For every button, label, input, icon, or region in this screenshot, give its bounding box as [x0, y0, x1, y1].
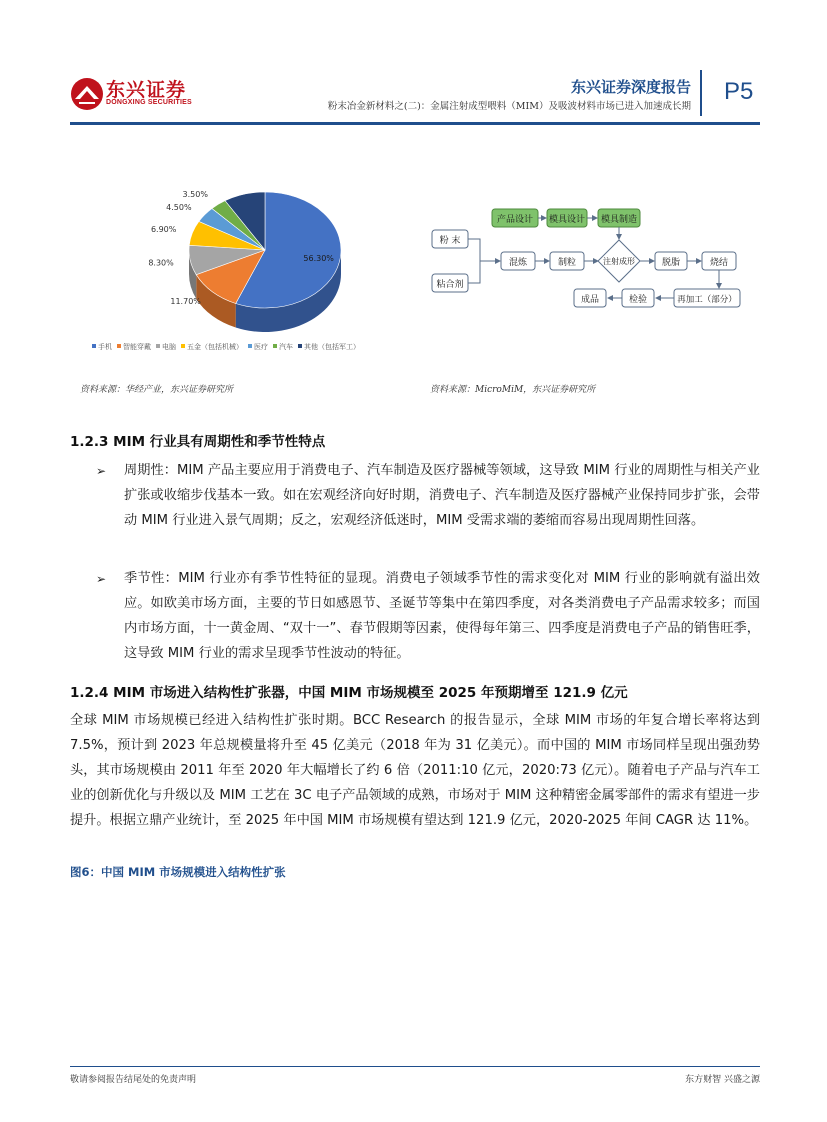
legend-swatch — [248, 344, 252, 348]
flow-label-product-design: 产品设计 — [496, 215, 534, 225]
legend-label: 汽车 — [279, 343, 293, 351]
bullet-arrow-icon: ➢ — [96, 464, 107, 478]
page-header — [0, 0, 827, 130]
logo-emblem-icon — [70, 77, 104, 111]
legend-label: 医疗 — [254, 343, 268, 351]
logo-name-cn: 东兴证券 — [106, 79, 187, 101]
flow-svg — [430, 206, 750, 316]
pie-data-label: 8.30% — [148, 258, 174, 268]
figure-caption: 图6：中国 MIM 市场规模进入结构性扩张 — [70, 865, 286, 879]
legend-label: 手机 — [98, 343, 112, 351]
flow-label-binder: 粘合剂 — [436, 280, 464, 290]
pie-chart-figure — [80, 168, 400, 368]
legend-swatch — [117, 344, 121, 348]
flow-label-mold-design: 模具设计 — [548, 215, 586, 225]
flow-label-mixing: 混炼 — [508, 258, 528, 268]
bullet-arrow-icon: ➢ — [96, 572, 107, 586]
legend-swatch — [181, 344, 185, 348]
flow-label-post-processing: 再加工（部分） — [677, 295, 737, 305]
logo-name-en: DONGXING SECURITIES — [106, 99, 192, 106]
pie-data-label: 11.70% — [170, 297, 201, 307]
bullet-seasonality: 季节性：MIM 行业亦有季节性特征的显现。消费电子领域季节性的需求变化对 MIM 行业的影响就有溢出效应。如欧美市场方面，主要的节日如感恩节、圣诞节等集中在第四季度，对各类消费电子产品需求较多；而国内市场方面，十一黄金周、“双十一”、春节假期等因素，使得每年第三、四季度是消费电子产品的销售旺季，这导致 MIM 行业的需求呈现季节性波动的特征。 — [124, 571, 760, 661]
footer-disclaimer: 敬请参阅报告结尾处的免责声明 — [70, 1075, 197, 1085]
legend-swatch — [273, 344, 277, 348]
source-left: 资料来源：华经产业，东兴证券研究所 — [80, 385, 234, 395]
source-right: 资料来源：MicroMiM，东兴证券研究所 — [430, 385, 596, 395]
flow-label-sintering: 烧结 — [709, 258, 729, 268]
report-title: 东兴证券深度报告 — [570, 78, 691, 96]
report-subtitle: 粉末冶金新材料之(二)：金属注射成型喂料（MIM）及吸波材料市场已进入加速成长期 — [327, 101, 691, 112]
process-flow-diagram — [430, 206, 750, 316]
company-logo — [70, 75, 210, 115]
pie-chart — [80, 168, 400, 368]
legend-swatch — [92, 344, 96, 348]
section-heading-124: 1.2.4 MIM 市场进入结构性扩张器，中国 MIM 市场规模至 2025 年预期增至 121.9 亿元 — [70, 685, 628, 701]
legend-label: 其他（包括军工） — [304, 343, 360, 351]
flow-label-injection: 注射成形 — [603, 257, 635, 266]
header-divider — [700, 70, 702, 116]
bullet-cyclicality: 周期性：MIM 产品主要应用于消费电子、汽车制造及医疗器械等领域，这导致 MIM 行业的周期性与相关产业扩张或收缩步伐基本一致。如在宏观经济向好时期，消费电子、汽车制造及医疗器械产业保持同步扩张，会带动 MIM 行业进入景气周期；反之，宏观经济低迷时，MIM 受需求端的萎缩而容易出现周期性回落。 — [124, 463, 760, 528]
footer-slogan: 东方财智 兴盛之源 — [685, 1075, 760, 1085]
pie-data-label: 4.50% — [166, 202, 192, 212]
flow-label-finished: 成品 — [580, 295, 600, 305]
legend-label: 智能穿戴 — [123, 343, 151, 351]
pie-data-label: 3.50% — [182, 190, 208, 200]
pie-data-label: 6.90% — [150, 225, 177, 235]
market-paragraph: 全球 MIM 市场规模已经进入结构性扩张时期。BCC Research 的报告显示，全球 MIM 市场的年复合增长率将达到 7.5%，预计到 2023 年总规模量将升至 45 亿美元（2018 年为 31 亿美元）。而中国的 MIM 市场同样呈现出强劲势头，其市场规模由 2011 年至 2020 年大幅增长了约 6 倍（2011:10 亿元，2020:73 亿元）。随着电子产品与汽车工业的创新优化与升级以及 MIM 工艺在 3C 电子产品领域的成熟，市场对于 MIM 这种精密金属零部件的需求有望进一步提升。根据立鼎产业统计，至 2025 年中国 MIM 市场规模有望达到 121.9 亿元，2020-2025 年间 CAGR 达 11%。 — [70, 713, 760, 828]
pie-data-label: 56.30% — [303, 254, 334, 264]
page-number: P5 — [724, 78, 754, 105]
footer-rule — [70, 1066, 760, 1067]
legend-label: 电脑 — [162, 343, 176, 351]
header-rule — [70, 122, 760, 125]
section-heading-123: 1.2.3 MIM 行业具有周期性和季节性特点 — [70, 434, 326, 450]
flow-label-inspection: 检验 — [628, 295, 648, 305]
flow-label-powder: 粉 末 — [439, 236, 461, 246]
legend-swatch — [298, 344, 302, 348]
legend-swatch — [156, 344, 160, 348]
flow-label-mold-making: 模具制造 — [600, 215, 638, 225]
flow-label-pelletizing: 制粒 — [557, 258, 577, 268]
flow-label-debinding: 脱脂 — [661, 258, 681, 268]
legend-label: 五金（包括机械） — [187, 343, 243, 351]
